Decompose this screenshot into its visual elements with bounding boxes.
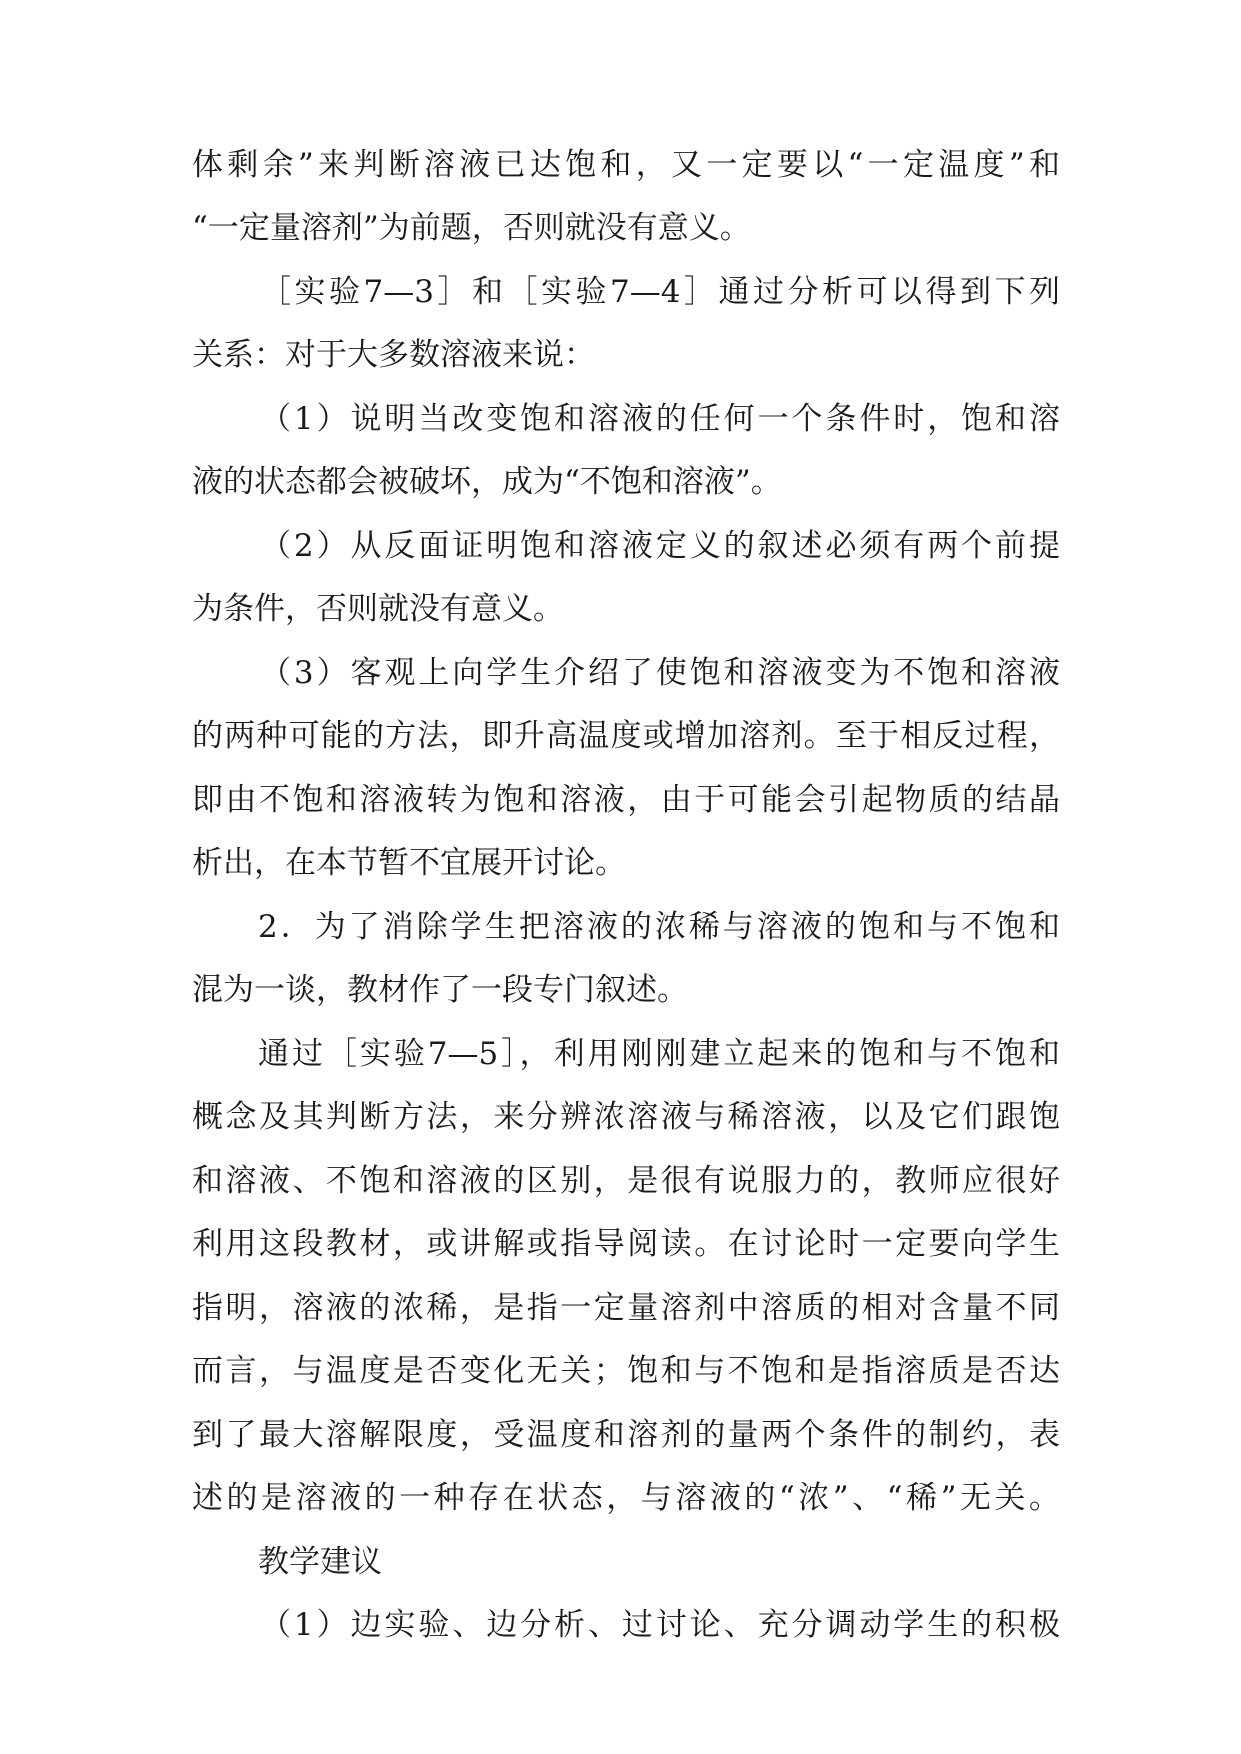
text-line: 概念及其判断方法，来分辨浓溶液与稀溶液，以及它们跟饱 (192, 1099, 1060, 1135)
section-heading: 教学建议 (258, 1544, 382, 1580)
text-line: 析出，在本节暂不宜展开讨论。 (192, 845, 626, 881)
text-line: 通过［实验7—5］，利用刚刚建立起来的饱和与不饱和 (258, 1036, 1060, 1072)
text-line: 2．为了消除学生把溶液的浓稀与溶液的饱和与不饱和 (258, 909, 1060, 945)
text-line: 到了最大溶解限度，受温度和溶剂的量两个条件的制约，表 (192, 1417, 1060, 1453)
text-line: 而言，与温度是否变化无关；饱和与不饱和是指溶质是否达 (192, 1353, 1060, 1389)
text-line: 和溶液、不饱和溶液的区别，是很有说服力的，教师应很好 (192, 1163, 1060, 1199)
text-line: 的两种可能的方法，即升高温度或增加溶剂。至于相反过程， (192, 718, 1060, 754)
text-line: 为条件，否则就没有意义。 (192, 591, 564, 627)
text-line: 关系：对于大多数溶液来说： (192, 337, 595, 373)
text-line: 指明，溶液的浓稀，是指一定量溶剂中溶质的相对含量不同 (192, 1290, 1060, 1326)
text-line: （3）客观上向学生介绍了使饱和溶液变为不饱和溶液 (260, 655, 1060, 691)
text-line: “一定量溶剂”为前题，否则就没有意义。 (192, 210, 751, 246)
text-line: ［实验7—3］和［实验7—4］通过分析可以得到下列 (260, 274, 1060, 310)
text-line: 述的是溶液的一种存在状态，与溶液的“浓”、“稀”无关。 (192, 1480, 1060, 1516)
text-line: 体剩余”来判断溶液已达饱和，又一定要以“一定温度”和 (192, 147, 1060, 183)
text-line: 混为一谈，教材作了一段专门叙述。 (192, 972, 688, 1008)
text-line: 液的状态都会被破坏，成为“不饱和溶液”。 (192, 464, 782, 500)
text-line: （2）从反面证明饱和溶液定义的叙述必须有两个前提 (260, 528, 1060, 564)
text-line: 利用这段教材，或讲解或指导阅读。在讨论时一定要向学生 (192, 1226, 1060, 1262)
text-line: 即由不饱和溶液转为饱和溶液，由于可能会引起物质的结晶 (192, 782, 1060, 818)
text-line: （1）说明当改变饱和溶液的任何一个条件时，饱和溶 (260, 401, 1060, 437)
text-line: （1）边实验、边分析、过讨论、充分调动学生的积极 (260, 1607, 1060, 1643)
